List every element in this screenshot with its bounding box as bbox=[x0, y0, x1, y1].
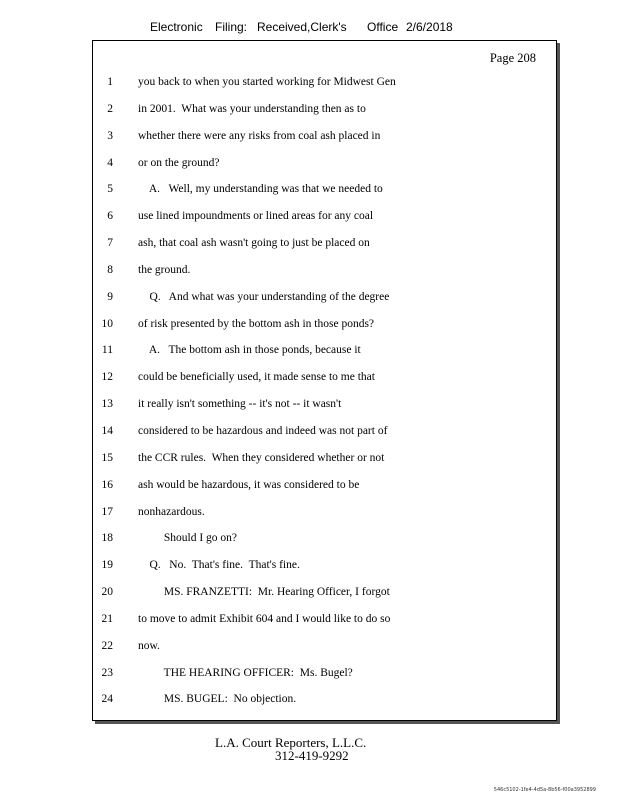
line-text: ash, that coal ash wasn't going to just be placed on bbox=[138, 237, 370, 250]
transcript-line bbox=[93, 259, 556, 286]
line-text: of risk presented by the bottom ash in those ponds? bbox=[138, 317, 375, 330]
page-number: Page 208 bbox=[489, 51, 536, 65]
line-number: 7 bbox=[107, 237, 113, 250]
transcript-line bbox=[93, 98, 556, 125]
transcript-line bbox=[93, 635, 556, 662]
transcript-line bbox=[93, 688, 556, 715]
line-text: in 2001. What was your understanding then as to bbox=[138, 102, 366, 115]
filing-stamp-header bbox=[0, 20, 618, 38]
transcript-line bbox=[93, 286, 556, 313]
line-text: MS. BUGEL: No objection. bbox=[138, 693, 297, 706]
header-date: 2/6/2018 bbox=[406, 20, 453, 34]
line-number: 5 bbox=[107, 183, 113, 196]
line-number: 13 bbox=[101, 398, 113, 411]
line-number: 2 bbox=[107, 102, 113, 115]
line-text: it really isn't something -- it's not -- it wasn't bbox=[138, 398, 342, 411]
line-text: THE HEARING OFFICER: Ms. Bugel? bbox=[138, 666, 353, 679]
line-text: use lined impoundments or lined areas for any coal bbox=[138, 210, 374, 223]
transcript-line bbox=[93, 71, 556, 98]
transcript-line bbox=[93, 232, 556, 259]
transcript-line bbox=[93, 366, 556, 393]
transcript-line bbox=[93, 205, 556, 232]
transcript-line bbox=[93, 554, 556, 581]
line-number: 15 bbox=[101, 451, 113, 464]
line-number: 17 bbox=[101, 505, 113, 518]
header-word-received: Received,Clerk's bbox=[257, 20, 347, 34]
line-text: A. The bottom ash in those ponds, because it bbox=[138, 344, 361, 357]
line-text: MS. FRANZETTI: Mr. Hearing Officer, I forgot bbox=[138, 586, 390, 599]
line-number: 23 bbox=[101, 666, 113, 679]
line-number: 6 bbox=[107, 210, 113, 223]
line-text: you back to when you started working for Midwest Gen bbox=[138, 76, 396, 88]
transcript-line bbox=[93, 447, 556, 474]
line-text: Q. No. That's fine. That's fine. bbox=[138, 559, 300, 572]
transcript-line bbox=[93, 393, 556, 420]
transcript-line bbox=[93, 152, 556, 179]
transcript-line bbox=[93, 501, 556, 528]
header-word-filing: Filing: bbox=[215, 20, 248, 34]
line-text: ash would be hazardous, it was considered to be bbox=[138, 478, 360, 491]
line-number: 24 bbox=[101, 693, 113, 706]
line-text: the ground. bbox=[138, 263, 191, 276]
header-word-office: Office bbox=[367, 20, 399, 34]
line-number: 14 bbox=[101, 424, 113, 437]
line-number: 1 bbox=[107, 76, 113, 88]
header-word-electronic: Electronic bbox=[150, 20, 203, 34]
transcript-line bbox=[93, 608, 556, 635]
transcript-line bbox=[93, 420, 556, 447]
transcript-line bbox=[93, 581, 556, 608]
line-text: whether there were any risks from coal ash placed in bbox=[138, 129, 381, 142]
line-text: A. Well, my understanding was that we needed to bbox=[138, 183, 383, 196]
line-text: or on the ground? bbox=[138, 156, 220, 169]
line-number: 3 bbox=[107, 129, 113, 142]
footer-company: L.A. Court Reporters, L.L.C. bbox=[215, 735, 367, 750]
transcript-line bbox=[93, 527, 556, 554]
footer-phone: 312-419-9292 bbox=[275, 748, 349, 763]
line-number: 9 bbox=[107, 290, 113, 303]
transcript-line bbox=[93, 474, 556, 501]
line-number: 21 bbox=[101, 612, 113, 625]
line-text: Q. And what was your understanding of the degree bbox=[138, 290, 390, 303]
transcript-lines bbox=[93, 71, 556, 715]
line-text: the CCR rules. When they considered whether or not bbox=[138, 451, 385, 464]
line-number: 10 bbox=[101, 317, 113, 330]
transcript-line bbox=[93, 339, 556, 366]
line-text: considered to be hazardous and indeed was not part of bbox=[138, 424, 388, 437]
line-number: 11 bbox=[101, 344, 113, 357]
transcript-page bbox=[92, 40, 557, 721]
line-text: to move to admit Exhibit 604 and I would like to do so bbox=[138, 612, 391, 625]
line-number: 16 bbox=[101, 478, 113, 491]
line-text: could be beneficially used, it made sense to me that bbox=[138, 371, 375, 384]
transcript-line bbox=[93, 178, 556, 205]
transcript-line bbox=[93, 125, 556, 152]
transcript-line bbox=[93, 313, 556, 340]
line-number: 19 bbox=[101, 559, 113, 572]
line-number: 4 bbox=[107, 156, 113, 169]
line-text: now. bbox=[138, 639, 160, 652]
document-id: 546c5102-1fe4-4d5a-8b56-f00a3952899 bbox=[493, 787, 596, 793]
line-text: Should I go on? bbox=[138, 532, 238, 545]
line-number: 12 bbox=[101, 371, 113, 384]
line-number: 18 bbox=[101, 532, 113, 545]
line-number: 22 bbox=[101, 639, 113, 652]
transcript-line bbox=[93, 662, 556, 689]
line-number: 8 bbox=[107, 263, 113, 276]
line-number: 20 bbox=[101, 586, 113, 599]
line-text: nonhazardous. bbox=[138, 505, 205, 518]
